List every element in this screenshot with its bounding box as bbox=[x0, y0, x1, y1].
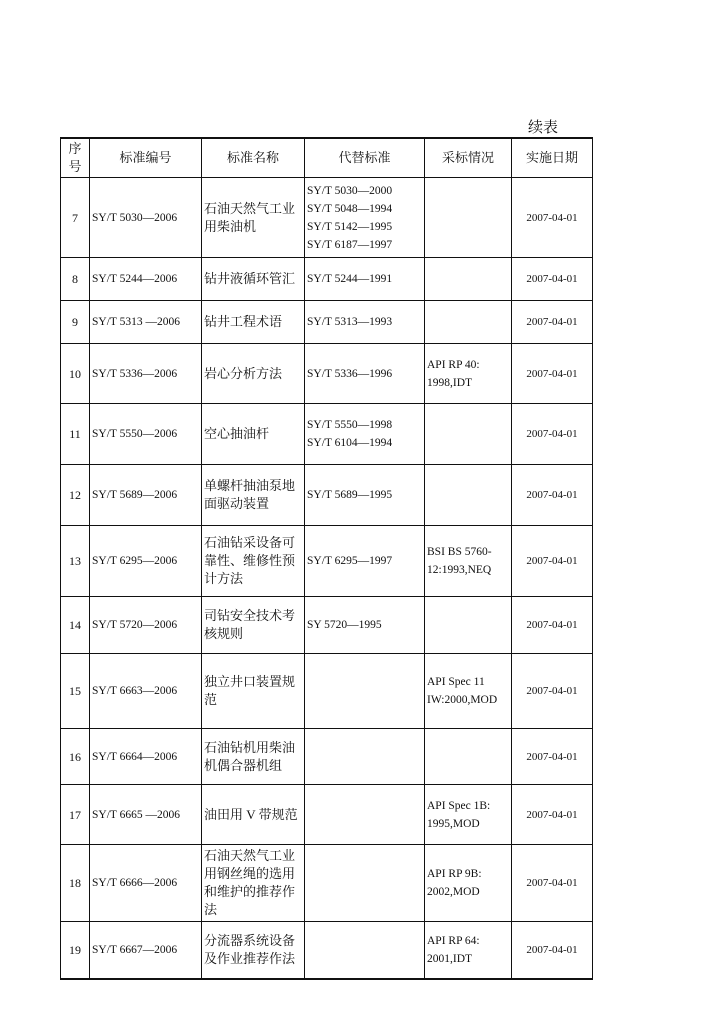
standard-code: SY/T 6666—2006 bbox=[90, 845, 202, 922]
replaced-standards: SY/T 5336—1996 bbox=[305, 344, 425, 404]
standard-name: 石油钻机用柴油机偶合器机组 bbox=[202, 729, 305, 785]
standard-name: 岩心分析方法 bbox=[202, 344, 305, 404]
row-number: 9 bbox=[61, 301, 90, 344]
effective-date: 2007-04-01 bbox=[512, 178, 593, 258]
replaced-standards bbox=[305, 729, 425, 785]
replaced-standards: SY/T 5689—1995 bbox=[305, 465, 425, 526]
standard-code: SY/T 5313 —2006 bbox=[90, 301, 202, 344]
adoption-status: API RP 64: 2001,IDT bbox=[425, 922, 512, 979]
table-header-row bbox=[61, 138, 593, 178]
replaced-standards: SY/T 5244—1991 bbox=[305, 258, 425, 301]
table-row bbox=[61, 729, 593, 785]
effective-date: 2007-04-01 bbox=[512, 922, 593, 979]
table-row bbox=[61, 654, 593, 729]
standard-code: SY/T 5689—2006 bbox=[90, 465, 202, 526]
adoption-status bbox=[425, 258, 512, 301]
standard-name: 钻井工程术语 bbox=[202, 301, 305, 344]
replaced-standards: SY/T 5550—1998 SY/T 6104—1994 bbox=[305, 404, 425, 465]
standard-name: 独立井口装置规范 bbox=[202, 654, 305, 729]
adoption-status: BSI BS 5760- 12:1993,NEQ bbox=[425, 526, 512, 597]
standard-name: 油田用 V 带规范 bbox=[202, 785, 305, 845]
table-row bbox=[61, 344, 593, 404]
table-row bbox=[61, 785, 593, 845]
header-replaces: 代替标准 bbox=[305, 138, 425, 178]
continued-label: 续表 bbox=[528, 120, 559, 136]
replaced-standards: SY 5720—1995 bbox=[305, 597, 425, 654]
row-number: 14 bbox=[61, 597, 90, 654]
standard-code: SY/T 5336—2006 bbox=[90, 344, 202, 404]
standard-name: 单螺杆抽油泵地面驱动装置 bbox=[202, 465, 305, 526]
header-date: 实施日期 bbox=[512, 138, 593, 178]
replaced-standards bbox=[305, 654, 425, 729]
table-row bbox=[61, 301, 593, 344]
row-number: 19 bbox=[61, 922, 90, 979]
effective-date: 2007-04-01 bbox=[512, 785, 593, 845]
replaced-standards: SY/T 6295—1997 bbox=[305, 526, 425, 597]
replaced-standards: SY/T 5030—2000 SY/T 5048—1994 SY/T 5142—1995 SY/T 6187—1997 bbox=[305, 178, 425, 258]
adoption-status bbox=[425, 729, 512, 785]
row-number: 13 bbox=[61, 526, 90, 597]
effective-date: 2007-04-01 bbox=[512, 344, 593, 404]
table-row bbox=[61, 465, 593, 526]
standard-code: SY/T 6295—2006 bbox=[90, 526, 202, 597]
standard-code: SY/T 6667—2006 bbox=[90, 922, 202, 979]
adoption-status bbox=[425, 178, 512, 258]
row-number: 11 bbox=[61, 404, 90, 465]
adoption-status bbox=[425, 465, 512, 526]
header-no: 序号 bbox=[61, 138, 90, 178]
table-row bbox=[61, 404, 593, 465]
row-number: 17 bbox=[61, 785, 90, 845]
row-number: 16 bbox=[61, 729, 90, 785]
standard-code: SY/T 5550—2006 bbox=[90, 404, 202, 465]
table-row bbox=[61, 526, 593, 597]
table-row bbox=[61, 597, 593, 654]
header-name: 标准名称 bbox=[202, 138, 305, 178]
row-number: 7 bbox=[61, 178, 90, 258]
replaced-standards bbox=[305, 785, 425, 845]
table-row bbox=[61, 258, 593, 301]
standard-name: 石油钻采设备可靠性、维修性预计方法 bbox=[202, 526, 305, 597]
adoption-status: API RP 40: 1998,IDT bbox=[425, 344, 512, 404]
effective-date: 2007-04-01 bbox=[512, 526, 593, 597]
replaced-standards: SY/T 5313—1993 bbox=[305, 301, 425, 344]
row-number: 12 bbox=[61, 465, 90, 526]
effective-date: 2007-04-01 bbox=[512, 258, 593, 301]
standard-name: 石油天然气工业用钢丝绳的选用和维护的推荐作法 bbox=[202, 845, 305, 922]
table-row bbox=[61, 845, 593, 922]
standard-code: SY/T 6663—2006 bbox=[90, 654, 202, 729]
adoption-status: API Spec 1B: 1995,MOD bbox=[425, 785, 512, 845]
table-row bbox=[61, 178, 593, 258]
row-number: 8 bbox=[61, 258, 90, 301]
effective-date: 2007-04-01 bbox=[512, 404, 593, 465]
standard-code: SY/T 6665 —2006 bbox=[90, 785, 202, 845]
effective-date: 2007-04-01 bbox=[512, 654, 593, 729]
adoption-status bbox=[425, 301, 512, 344]
row-number: 18 bbox=[61, 845, 90, 922]
effective-date: 2007-04-01 bbox=[512, 729, 593, 785]
standard-code: SY/T 5030—2006 bbox=[90, 178, 202, 258]
standard-name: 分流器系统设备及作业推荐作法 bbox=[202, 922, 305, 979]
standard-code: SY/T 6664—2006 bbox=[90, 729, 202, 785]
adoption-status bbox=[425, 597, 512, 654]
standard-name: 石油天然气工业用柴油机 bbox=[202, 178, 305, 258]
effective-date: 2007-04-01 bbox=[512, 465, 593, 526]
adoption-status bbox=[425, 404, 512, 465]
row-number: 15 bbox=[61, 654, 90, 729]
replaced-standards bbox=[305, 922, 425, 979]
adoption-status: API Spec 11 IW:2000,MOD bbox=[425, 654, 512, 729]
standard-code: SY/T 5244—2006 bbox=[90, 258, 202, 301]
standards-table bbox=[60, 137, 593, 980]
effective-date: 2007-04-01 bbox=[512, 845, 593, 922]
standard-name: 钻井液循环管汇 bbox=[202, 258, 305, 301]
header-code: 标准编号 bbox=[90, 138, 202, 178]
standard-code: SY/T 5720—2006 bbox=[90, 597, 202, 654]
replaced-standards bbox=[305, 845, 425, 922]
effective-date: 2007-04-01 bbox=[512, 301, 593, 344]
standard-name: 司钻安全技术考核规则 bbox=[202, 597, 305, 654]
standard-name: 空心抽油杆 bbox=[202, 404, 305, 465]
effective-date: 2007-04-01 bbox=[512, 597, 593, 654]
row-number: 10 bbox=[61, 344, 90, 404]
adoption-status: API RP 9B: 2002,MOD bbox=[425, 845, 512, 922]
header-adoption: 采标情况 bbox=[425, 138, 512, 178]
table-row bbox=[61, 922, 593, 979]
